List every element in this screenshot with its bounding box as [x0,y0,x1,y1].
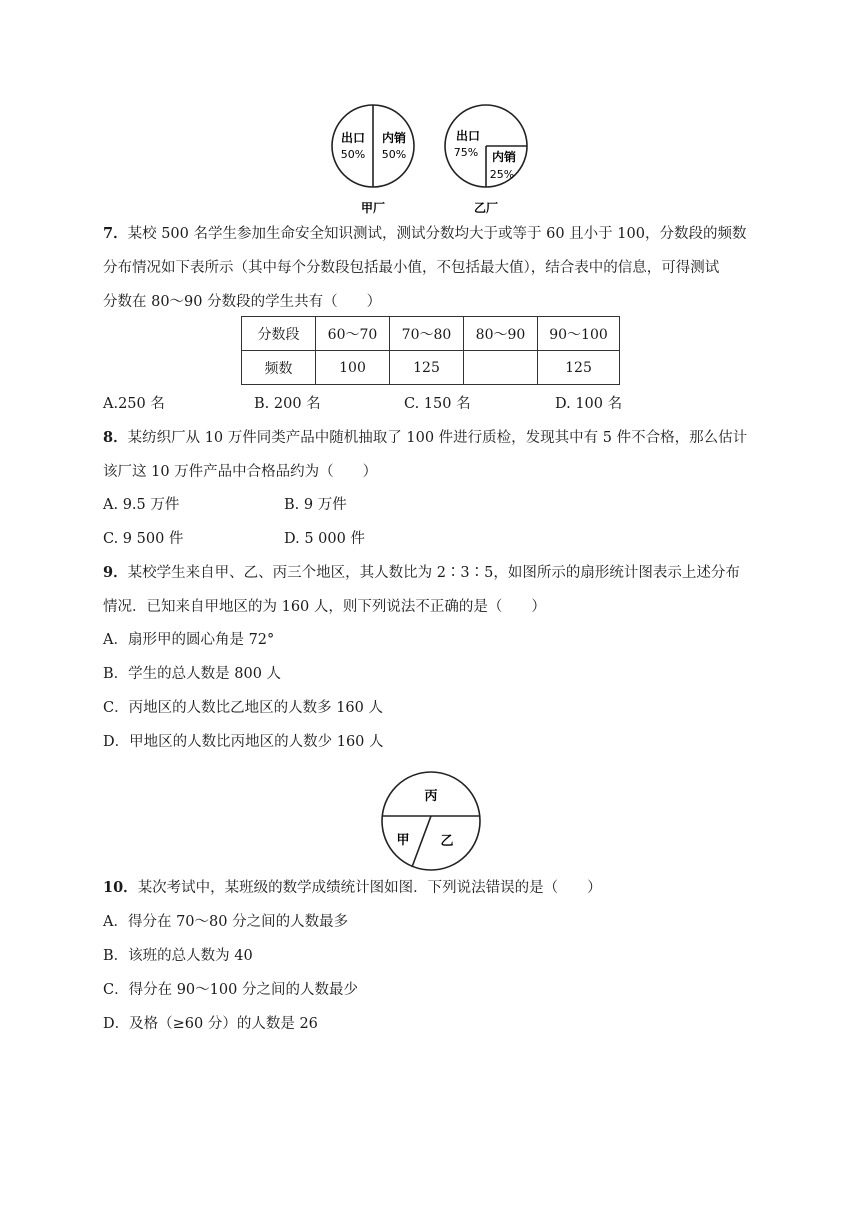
right-pie-big-pct: 75% [453,146,479,159]
q10-line-1: 10．某次考试中，某班级的数学成绩统计图如图．下列说法错误的是（ ） [103,879,602,896]
q10-option-d: D．及格（≥60 分）的人数是 26 [103,1016,318,1032]
q10-option-b: B．该班的总人数为 40 [103,948,253,964]
region-pie-chart [370,770,492,872]
pie-label-jia: 甲 [396,833,410,848]
right-pie-big-label: 出口 [455,129,481,143]
q9-line-2: 情况．已知来自甲地区的为 160 人，则下列说法不正确的是（ ） [103,599,546,615]
table-row [242,351,620,385]
left-pie-right-label: 内销 [381,131,407,145]
right-pie-small-pct: 25% [489,168,515,181]
q8-option-d: D. 5 000 件 [284,531,365,547]
q7-option-c: C. 150 名 [404,396,471,412]
right-pie-caption: 乙厂 [473,201,499,215]
q7-line-2: 分布情况如下表所示（其中每个分数段包括最小值，不包括最大值），结合表中的信息，可得测试 [103,260,720,276]
q9-option-a: A．扇形甲的圆心角是 72° [103,632,275,648]
left-pie-left-pct: 50% [340,148,366,161]
table-cell [464,351,538,385]
q8-line-2: 该厂这 10 万件产品中合格品约为（ ） [103,464,378,480]
q7-option-d: D. 100 名 [555,396,623,412]
pie-label-bing: 丙 [424,789,438,804]
q10-option-a: A．得分在 70～80 分之间的人数最多 [103,914,349,930]
left-factory-pie [332,105,414,215]
q9-option-b: B．学生的总人数是 800 人 [103,666,282,682]
left-pie-caption: 甲厂 [360,201,386,215]
q8-line-1: 8．某纺织厂从 10 万件同类产品中随机抽取了 100 件进行质检，发现其中有 5 件不合格，那么估计 [103,429,748,446]
q9-line-1: 9．某校学生来自甲、乙、丙三个地区，其人数比为 2∶3∶5，如图所示的扇形统计图表示上述分布 [103,564,740,581]
score-frequency-table [241,316,620,385]
q8-number: 8． [103,429,128,446]
q9-option-d: D．甲地区的人数比丙地区的人数少 160 人 [103,734,384,750]
q10-number: 10． [103,879,138,896]
table-cell: 125 [390,351,464,385]
table-cell: 70～80 [390,317,464,351]
q7-number: 7． [103,225,128,242]
q9-option-c: C．丙地区的人数比乙地区的人数多 160 人 [103,700,383,716]
table-cell: 90～100 [538,317,620,351]
left-pie-left-label: 出口 [340,131,366,145]
right-pie-small-label: 内销 [491,150,517,164]
q7-option-a: A.250 名 [103,396,165,412]
table-row [242,317,620,351]
q7-line-3: 分数在 80～90 分数段的学生共有（ ） [103,294,382,310]
q8-option-b: B. 9 万件 [284,497,347,513]
table-cell: 60～70 [316,317,390,351]
q7-option-b: B. 200 名 [254,396,321,412]
q8-option-a: A. 9.5 万件 [103,497,180,513]
right-factory-pie [445,105,527,215]
table-cell: 分数段 [242,317,316,351]
pie-label-yi: 乙 [440,834,454,849]
q10-option-c: C．得分在 90～100 分之间的人数最少 [103,982,358,998]
q8-option-c: C. 9 500 件 [103,531,184,547]
left-pie-right-pct: 50% [381,148,407,161]
factory-pie-charts [325,98,535,218]
table-cell: 频数 [242,351,316,385]
table-cell: 100 [316,351,390,385]
table-cell: 80～90 [464,317,538,351]
table-cell: 125 [538,351,620,385]
q9-number: 9． [103,564,128,581]
q7-line-1: 7．某校 500 名学生参加生命安全知识测试，测试分数均大于或等于 60 且小于 100，分数段的频数 [103,225,747,242]
